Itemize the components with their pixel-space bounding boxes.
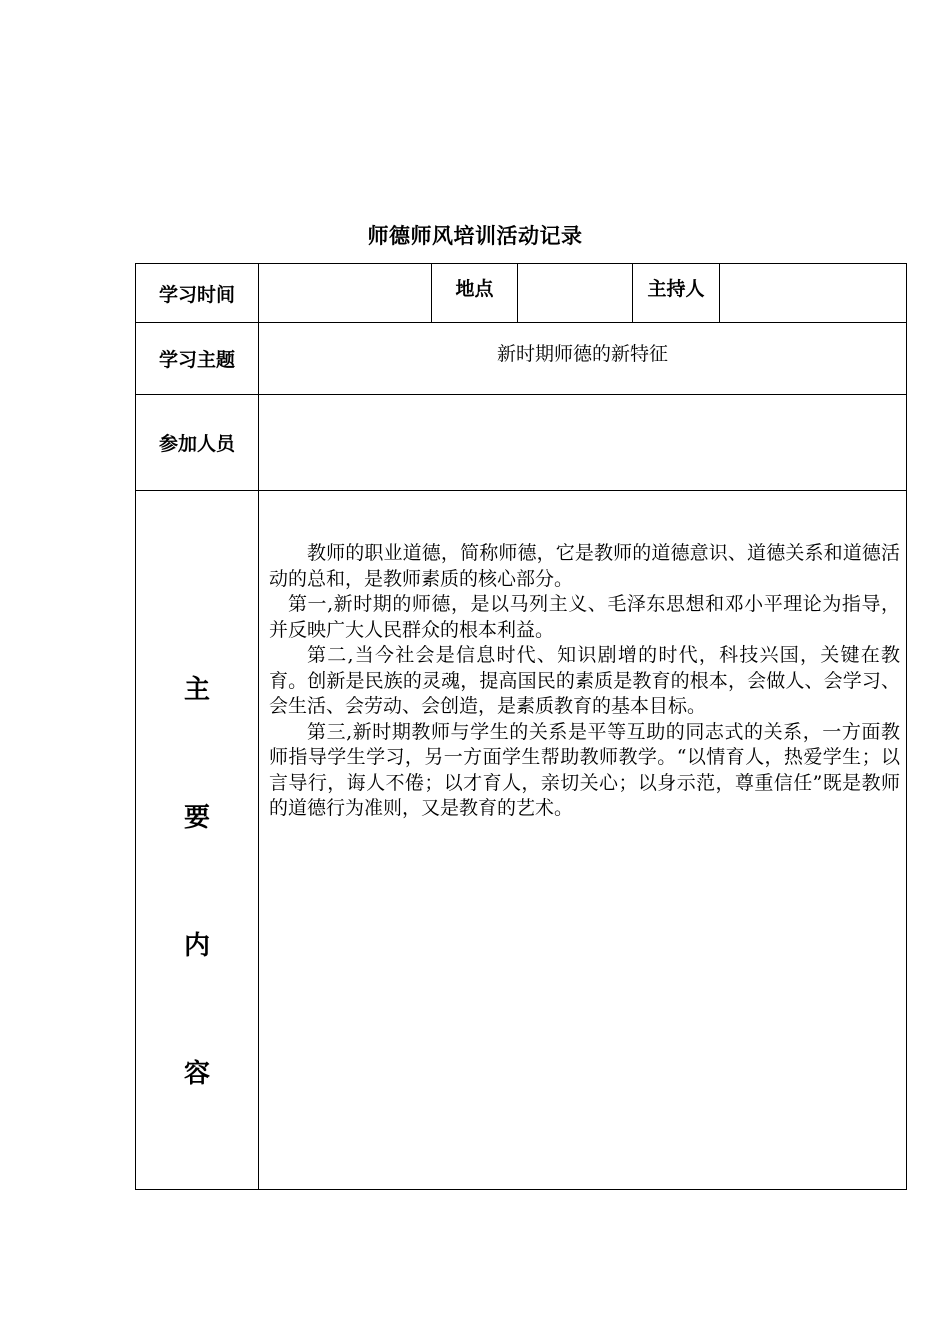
- activity-record-table: [135, 263, 907, 1190]
- main-content-label-char: 主: [183, 675, 210, 705]
- participants-value: [259, 395, 907, 491]
- row-topic: [136, 323, 907, 395]
- content-paragraph-third: 第三,新时期教师与学生的关系是平等互助的同志式的关系，一方面教师指导学生学习，另一方面学生帮助教师教学。“以情育人，热爱学生；以言导行，诲人不倦；以才育人，亲切关心；以身示范，尊重信任”既是教师的道德行为准则，又是教育的艺术。: [269, 720, 900, 819]
- main-content-label: [136, 491, 259, 1190]
- participants-label: 参加人员: [136, 395, 259, 491]
- content-paragraph-second: 第二,当今社会是信息时代、知识剧增的时代，科技兴国，关键在教育。创新是民族的灵魂，提高国民的素质是教育的根本，会做人、会学习、会生活、会劳动、会创造，是素质教育的基本目标。: [269, 644, 900, 717]
- row-participants: [136, 395, 907, 491]
- host-label: 主持人: [633, 264, 720, 323]
- topic-label: 学习主题: [136, 323, 259, 395]
- row-time-location-host: [136, 264, 907, 323]
- main-content-label-char: 内: [183, 931, 210, 961]
- study-time-value: [259, 264, 432, 323]
- host-value: [720, 264, 907, 323]
- document-title: 师德师风培训活动记录: [367, 223, 583, 248]
- main-content-label-char: 要: [183, 803, 210, 833]
- main-content-label-char: 容: [183, 1059, 210, 1089]
- location-label: 地点: [432, 264, 518, 323]
- study-time-label: 学习时间: [136, 264, 259, 323]
- topic-value: 新时期师德的新特征: [259, 323, 907, 395]
- content-paragraph-first: 第一,新时期的师德，是以马列主义、毛泽东思想和邓小平理论为指导，并反映广大人民群众的根本利益。: [269, 593, 900, 641]
- location-value: [518, 264, 633, 323]
- main-content-body: [259, 491, 907, 1190]
- content-paragraph-intro: 教师的职业道德，简称师德，它是教师的道德意识、道德关系和道德活动的总和，是教师素质的核心部分。: [269, 542, 900, 590]
- row-main-content: [136, 491, 907, 1190]
